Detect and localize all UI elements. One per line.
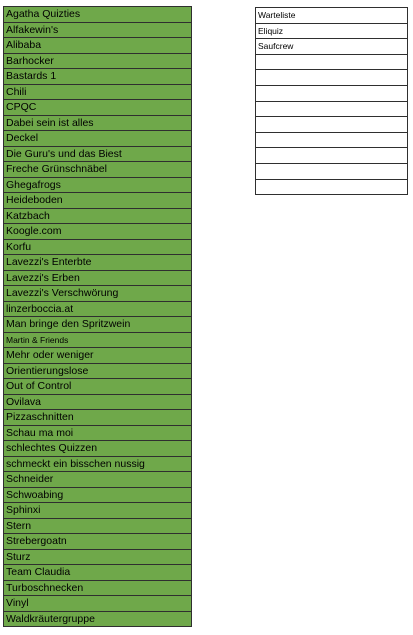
table-row: [256, 163, 408, 179]
team-cell[interactable]: Lavezzi's Verschwörung: [4, 286, 192, 302]
table-row: [4, 363, 192, 379]
waitlist-cell[interactable]: Eliquiz: [256, 23, 408, 39]
team-cell[interactable]: Dabei sein ist alles: [4, 115, 192, 131]
table-row: [4, 7, 192, 23]
waitlist-cell[interactable]: [256, 148, 408, 164]
table-row: [256, 148, 408, 164]
table-row: [4, 193, 192, 209]
team-cell[interactable]: Korfu: [4, 239, 192, 255]
team-cell[interactable]: schmeckt ein bisschen nussig: [4, 456, 192, 472]
team-cell[interactable]: Ovilava: [4, 394, 192, 410]
team-cell[interactable]: Alfakewin's: [4, 22, 192, 38]
team-cell[interactable]: Lavezzi's Erben: [4, 270, 192, 286]
table-row: [4, 611, 192, 627]
team-cell[interactable]: Out of Control: [4, 379, 192, 395]
table-row: [4, 22, 192, 38]
team-cell[interactable]: Heideboden: [4, 193, 192, 209]
team-cell[interactable]: Waldkräutergruppe: [4, 611, 192, 627]
team-cell[interactable]: Vinyl: [4, 596, 192, 612]
table-row: [4, 487, 192, 503]
table-row: [256, 23, 408, 39]
waitlist-cell[interactable]: [256, 132, 408, 148]
table-row: [4, 441, 192, 457]
table-row: [256, 85, 408, 101]
table-row: [4, 549, 192, 565]
table-row: [4, 317, 192, 333]
team-cell[interactable]: Schwoabing: [4, 487, 192, 503]
team-cell[interactable]: Team Claudia: [4, 565, 192, 581]
team-cell[interactable]: Barhocker: [4, 53, 192, 69]
table-row: [4, 115, 192, 131]
table-row: [4, 208, 192, 224]
table-row: [256, 8, 408, 24]
team-cell[interactable]: linzerboccia.at: [4, 301, 192, 317]
waitlist-cell[interactable]: [256, 117, 408, 133]
team-cell[interactable]: Man bringe den Spritzwein: [4, 317, 192, 333]
table-row: [4, 162, 192, 178]
waitlist-cell[interactable]: [256, 179, 408, 195]
team-cell[interactable]: Orientierungslose: [4, 363, 192, 379]
team-list-table: [3, 6, 192, 627]
table-row: [256, 54, 408, 70]
table-row: [4, 534, 192, 550]
table-row: [4, 286, 192, 302]
table-row: [4, 472, 192, 488]
waitlist-cell[interactable]: Saufcrew: [256, 39, 408, 55]
team-cell[interactable]: Schau ma moi: [4, 425, 192, 441]
table-row: [4, 456, 192, 472]
table-row: [4, 239, 192, 255]
team-cell[interactable]: Die Guru's und das Biest: [4, 146, 192, 162]
team-cell[interactable]: Sturz: [4, 549, 192, 565]
team-cell[interactable]: Katzbach: [4, 208, 192, 224]
waitlist-header-cell[interactable]: Warteliste: [256, 8, 408, 24]
team-cell[interactable]: Koogle.com: [4, 224, 192, 240]
table-row: [4, 177, 192, 193]
team-cell[interactable]: Ghegafrogs: [4, 177, 192, 193]
waitlist-cell[interactable]: [256, 163, 408, 179]
team-cell[interactable]: Turboschnecken: [4, 580, 192, 596]
waitlist-table: [255, 7, 408, 195]
team-cell[interactable]: Mehr oder weniger: [4, 348, 192, 364]
table-row: [4, 38, 192, 54]
waitlist-cell[interactable]: [256, 85, 408, 101]
table-row: [4, 53, 192, 69]
waitlist-cell[interactable]: [256, 54, 408, 70]
team-cell[interactable]: Alibaba: [4, 38, 192, 54]
team-cell[interactable]: Sphinxi: [4, 503, 192, 519]
table-row: [4, 146, 192, 162]
table-row: [4, 131, 192, 147]
table-row: [4, 301, 192, 317]
table-row: [4, 503, 192, 519]
table-row: [256, 117, 408, 133]
table-row: [4, 410, 192, 426]
table-row: [256, 132, 408, 148]
table-row: [4, 580, 192, 596]
table-row: [4, 332, 192, 348]
team-cell[interactable]: Lavezzi's Enterbte: [4, 255, 192, 271]
table-row: [4, 518, 192, 534]
team-cell[interactable]: Chili: [4, 84, 192, 100]
team-cell[interactable]: Pizzaschnitten: [4, 410, 192, 426]
team-cell[interactable]: schlechtes Quizzen: [4, 441, 192, 457]
team-cell[interactable]: CPQC: [4, 100, 192, 116]
team-cell[interactable]: Martin & Friends: [4, 332, 192, 348]
table-row: [4, 379, 192, 395]
table-row: [4, 255, 192, 271]
table-row: [4, 348, 192, 364]
team-cell[interactable]: Deckel: [4, 131, 192, 147]
table-row: [4, 84, 192, 100]
team-cell[interactable]: Stern: [4, 518, 192, 534]
team-cell[interactable]: Agatha Quizties: [4, 7, 192, 23]
table-row: [4, 100, 192, 116]
waitlist-cell[interactable]: [256, 101, 408, 117]
team-cell[interactable]: Strebergoatn: [4, 534, 192, 550]
table-row: [4, 224, 192, 240]
table-row: [256, 70, 408, 86]
table-row: [4, 270, 192, 286]
team-cell[interactable]: Schneider: [4, 472, 192, 488]
table-row: [256, 179, 408, 195]
table-row: [4, 425, 192, 441]
table-row: [256, 39, 408, 55]
waitlist-cell[interactable]: [256, 70, 408, 86]
team-cell[interactable]: Freche Grünschnäbel: [4, 162, 192, 178]
table-row: [4, 596, 192, 612]
table-row: [256, 101, 408, 117]
table-row: [4, 69, 192, 85]
table-row: [4, 565, 192, 581]
table-row: [4, 394, 192, 410]
team-cell[interactable]: Bastards 1: [4, 69, 192, 85]
